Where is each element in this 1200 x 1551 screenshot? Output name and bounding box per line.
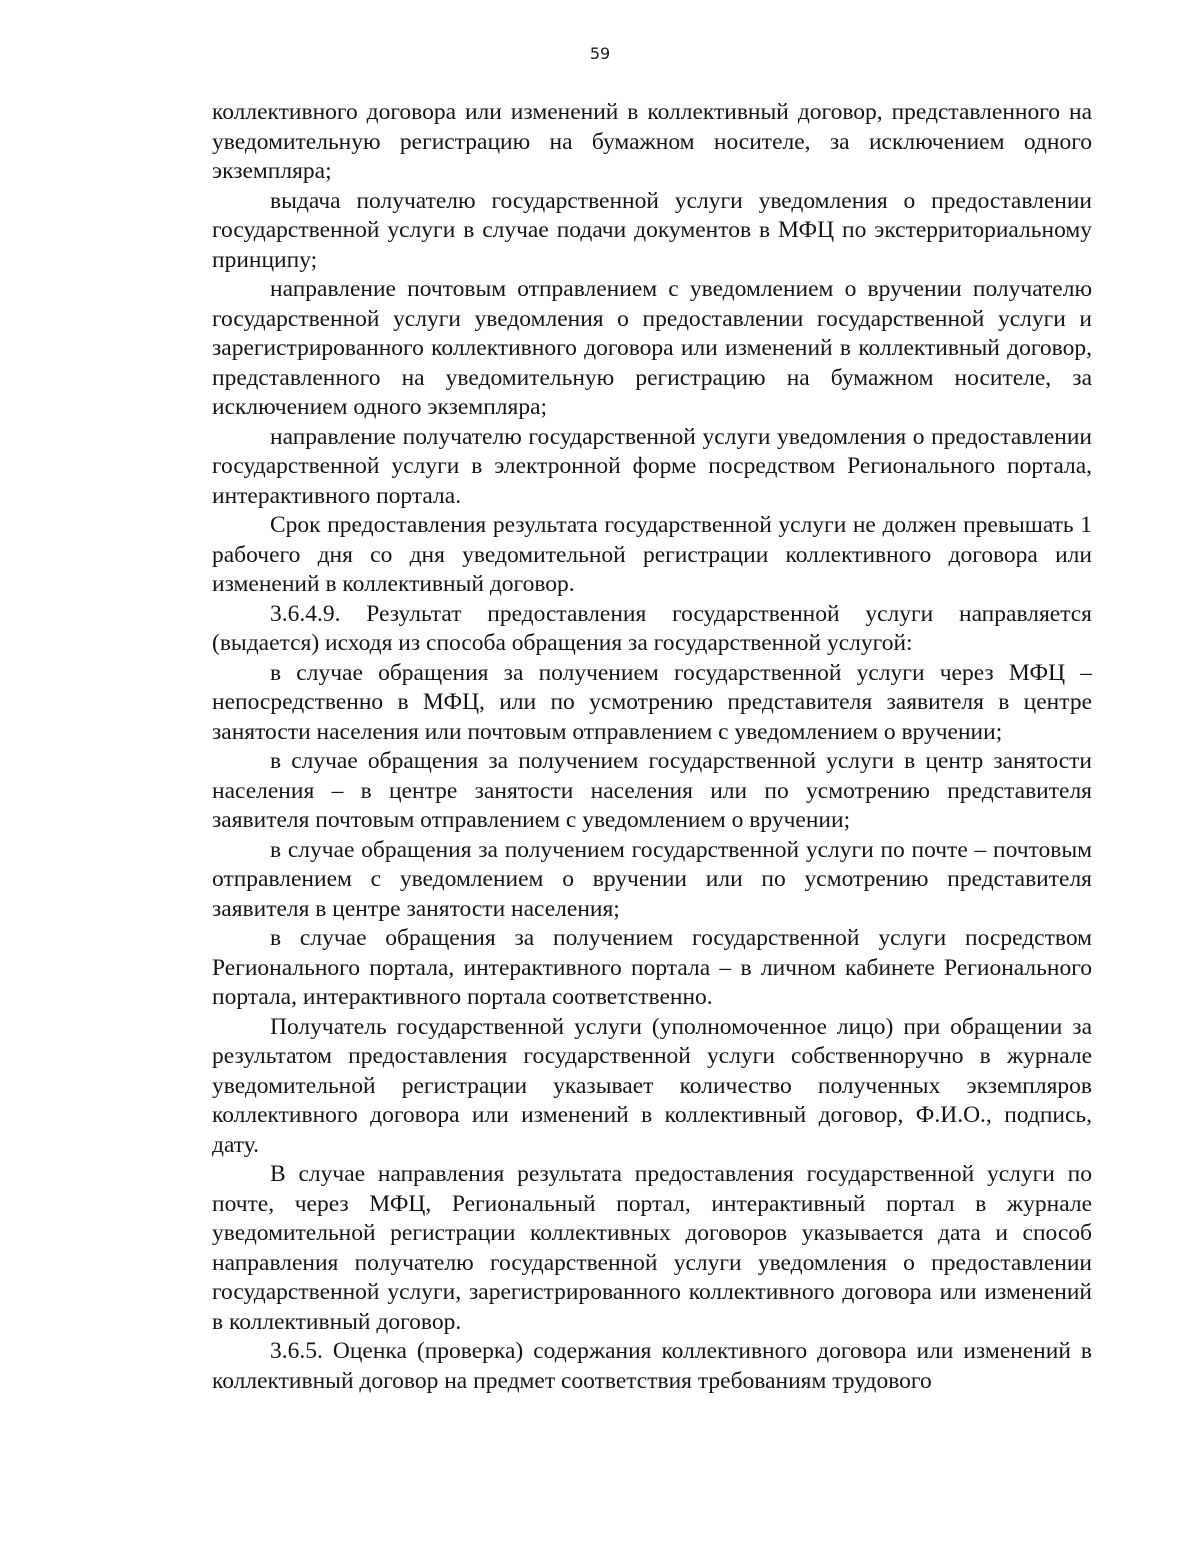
paragraph: выдача получателю государственной услуги уведомления о предоставлении государственной услуги в случае подачи документов в МФЦ по экстерриториальному принципу; (212, 187, 1092, 273)
paragraph: направление почтовым отправлением с уведомлением о вручении получателю государственной услуги уведомления о предоставлении государственной услуги и зарегистрированного коллективного договора или изменений в коллективный договор, представленного на уведомительную регистрацию на бумажном носителе, за исключением одного экземпляра; (212, 276, 1092, 420)
page-number: 59 (589, 44, 611, 63)
document-body (212, 98, 1092, 1396)
paragraph: в случае обращения за получением государственной услуги по почте – почтовым отправлением с уведомлением о вручении или по усмотрению представителя заявителя в центре занятости населения; (212, 836, 1092, 922)
paragraph: Получатель государственной услуги (уполномоченное лицо) при обращении за результатом предоставления государственной услуги собственноручно в журнале уведомительной регистрации указывает количество полученных экземпляров коллективного договора или изменений в коллективный договор, Ф.И.О., подпись, дату. (212, 1013, 1092, 1158)
paragraph: Срок предоставления результата государственной услуги не должен превышать 1 рабочего дня со дня уведомительной регистрации коллективного договора или изменений в коллективный договор. (212, 512, 1092, 597)
paragraph: В случае направления результата предоставления государственной услуги по почте, через МФЦ, Региональный портал, интерактивный портал в журнале уведомительной регистрации коллективных договоров указывается дата и способ направления получателю государственной услуги уведомления о предоставлении государственной услуги, зарегистрированного коллективного договора или изменений в коллективный договор. (212, 1161, 1092, 1335)
paragraph: 3.6.4.9. Результат предоставления государственной услуги направляется (выдается) исходя из способа обращения за государственной услугой: (212, 600, 1092, 656)
paragraph: в случае обращения за получением государственной услуги в центр занятости населения – в центре занятости населения или по усмотрению представителя заявителя почтовым отправлением с уведомлением о вручении; (212, 748, 1092, 833)
paragraph: 3.6.5. Оценка (проверка) содержания коллективного договора или изменений в коллективный договор на предмет соответствия требованиям трудового (212, 1338, 1092, 1394)
paragraph-continuation: коллективного договора или изменений в коллективный договор, представленного на уведомительную регистрацию на бумажном носителе, за исключением одного экземпляра; (212, 99, 1092, 184)
paragraph: в случае обращения за получением государственной услуги через МФЦ – непосредственно в МФЦ, или по усмотрению представителя заявителя в центре занятости населения или почтовым отправлением с уведомлением о вручении; (212, 659, 1092, 745)
paragraph: в случае обращения за получением государственной услуги посредством Регионального портала, интерактивного портала – в личном кабинете Регионального портала, интерактивного портала соответственно. (212, 925, 1092, 1010)
paragraph: направление получателю государственной услуги уведомления о предоставлении государственной услуги в электронной форме посредством Регионального портала, интерактивного портала. (212, 423, 1092, 509)
